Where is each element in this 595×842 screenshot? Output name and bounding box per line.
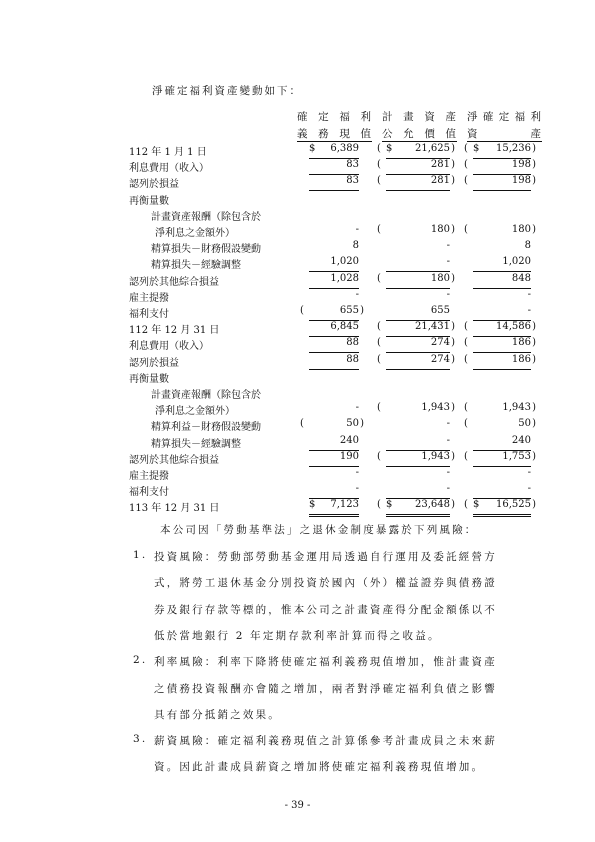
value-cell	[473, 256, 531, 272]
close-paren: )	[532, 499, 536, 511]
risk-text-line: 利率風險：利率下降將使確定福利義務現值增加，惟計畫資產	[154, 656, 497, 669]
cell-value: 281	[430, 175, 450, 187]
value-cell	[464, 402, 536, 417]
value-cell	[309, 435, 359, 451]
table-row	[0, 499, 595, 515]
value-cell	[386, 483, 450, 499]
value-cell	[377, 143, 455, 159]
column-header: 資 產	[467, 128, 542, 140]
value-cell	[464, 321, 536, 337]
cell-value: -	[527, 305, 531, 316]
close-paren: )	[360, 305, 364, 316]
cell-value: 240	[511, 434, 531, 446]
value-cell	[377, 353, 455, 370]
cell-value: 1,943	[421, 450, 450, 462]
row-label: 淨利息之金額外）	[155, 228, 235, 239]
cell-value: 180	[430, 224, 450, 235]
table-row	[0, 370, 595, 386]
cell-value: -	[446, 240, 450, 252]
open-paren: (	[377, 337, 381, 349]
open-paren: (	[377, 159, 381, 171]
open-paren: (	[377, 321, 381, 333]
value-cell	[309, 451, 359, 467]
cell-value: -	[355, 467, 359, 478]
cell-value: 198	[511, 159, 531, 171]
row-label: 雇主提撥	[129, 471, 169, 482]
value-cell	[386, 435, 450, 451]
table-row	[0, 337, 595, 353]
cell-value: 1,020	[330, 256, 359, 268]
value-cell	[386, 467, 450, 482]
close-paren: )	[451, 321, 455, 333]
cell-value: 8	[352, 240, 359, 252]
value-cell	[386, 289, 450, 304]
value-cell	[309, 273, 359, 289]
cell-value: 1,943	[421, 402, 450, 414]
close-paren: )	[451, 353, 455, 365]
row-label: 精算損失－財務假設變動	[151, 244, 261, 256]
cell-value: -	[446, 288, 450, 300]
cell-value: -	[446, 418, 450, 430]
value-cell	[309, 354, 359, 370]
risk-text-line: 式，將勞工退休基金分別投資於國內（外）權益證券與債務證	[154, 577, 497, 590]
cell-value: 655	[430, 305, 450, 316]
risk-text-line: 資。因此計畫成員薪資之增加將使確定福利義務現值增加。	[154, 761, 485, 774]
currency-symbol: $	[309, 143, 316, 154]
row-label: 福利支付	[129, 487, 169, 499]
open-paren: (	[464, 450, 468, 462]
value-cell	[473, 273, 531, 289]
value-cell	[309, 483, 359, 499]
cell-value: 1,753	[502, 450, 531, 462]
open-paren: (	[377, 272, 381, 284]
cell-value: 274	[430, 337, 450, 349]
cell-value: -	[527, 288, 531, 300]
cell-value: 655	[339, 305, 359, 316]
table-row	[0, 354, 595, 370]
row-label: 認列於其他綜合損益	[129, 454, 219, 466]
page-number: - 39 -	[284, 800, 311, 811]
value-cell	[309, 499, 359, 517]
column-header: 確 定 福 利	[297, 111, 372, 123]
open-paren: (	[377, 450, 381, 462]
open-paren: (	[464, 499, 468, 511]
row-label: 112 年 1 月 1 日	[129, 147, 207, 158]
value-cell	[309, 256, 359, 272]
cell-value: 6,845	[330, 321, 359, 333]
value-cell	[309, 224, 359, 239]
cell-value: 281	[430, 159, 450, 171]
cell-value: -	[446, 483, 450, 495]
value-cell	[309, 321, 359, 337]
open-paren: (	[464, 353, 468, 365]
value-cell	[464, 337, 536, 353]
row-label: 113 年 12 月 31 日	[129, 503, 220, 515]
cell-value: 274	[430, 353, 450, 365]
row-label: 再衡量數	[129, 373, 169, 385]
value-cell	[309, 337, 359, 353]
risk-intro: 本公司因「勞動基準法」之退休金制度暴露於下列風險：	[160, 524, 478, 536]
row-label: 利息費用（收入）	[129, 341, 209, 353]
table-row	[0, 143, 595, 159]
table-row	[0, 192, 595, 208]
value-cell	[377, 159, 455, 175]
table-row	[0, 289, 595, 305]
cell-value: 21,431	[415, 321, 450, 333]
open-paren: (	[300, 305, 304, 316]
risk-text-line: 低於當地銀行 2 年定期存款利率計算而得之收益。	[154, 629, 441, 642]
row-label: 利息費用（收入）	[129, 163, 209, 175]
row-label: 淨利息之金額外）	[155, 406, 235, 418]
value-cell	[309, 467, 359, 482]
close-paren: )	[532, 321, 536, 333]
value-cell	[377, 402, 455, 417]
cell-value: 180	[511, 224, 531, 235]
cell-value: 190	[339, 450, 359, 462]
table-row	[0, 256, 595, 272]
value-cell	[473, 435, 531, 451]
row-label: 認列於損益	[129, 357, 179, 369]
value-cell	[464, 159, 536, 175]
value-cell	[386, 256, 450, 272]
cell-value: -	[355, 288, 359, 300]
open-paren: (	[377, 224, 381, 235]
cell-value: 8	[524, 240, 531, 252]
value-cell	[464, 499, 536, 517]
cell-value: -	[355, 483, 359, 495]
row-label: 認列於其他綜合損益	[129, 276, 219, 288]
cell-value: 1,943	[502, 402, 531, 414]
cell-value: -	[527, 467, 531, 478]
value-cell	[464, 224, 536, 239]
risk-text-line: 具有部分抵銷之效果。	[154, 708, 281, 721]
table-row	[0, 435, 595, 451]
value-cell	[473, 305, 531, 321]
row-label: 再衡量數	[129, 195, 169, 207]
value-cell	[309, 289, 359, 304]
close-paren: )	[451, 143, 455, 154]
table-row	[0, 224, 595, 240]
row-label: 精算損失－經驗調整	[151, 438, 241, 450]
value-cell	[377, 337, 455, 353]
cell-value: 7,123	[330, 499, 359, 511]
intro-text: 淨確定福利資產變動如下：	[152, 85, 302, 97]
cell-value: 1,028	[330, 272, 359, 284]
column-header: 淨確定福利	[467, 111, 542, 123]
close-paren: )	[532, 402, 536, 414]
close-paren: )	[451, 450, 455, 462]
close-paren: )	[451, 224, 455, 235]
cell-value: -	[446, 467, 450, 478]
table-row	[0, 386, 595, 402]
close-paren: )	[532, 159, 536, 171]
value-cell	[464, 353, 536, 370]
value-cell	[386, 305, 450, 321]
row-label: 雇主提撥	[129, 292, 169, 304]
close-paren: )	[451, 337, 455, 349]
value-cell	[386, 418, 450, 433]
open-paren: (	[464, 418, 468, 430]
row-label: 112 年 12 月 31 日	[129, 325, 220, 337]
row-label: 精算損失－經驗調整	[151, 260, 241, 272]
cell-value: 50	[346, 418, 359, 430]
table-row	[0, 418, 595, 434]
value-cell	[309, 240, 359, 255]
risk-text-line: 薪資風險：確定福利義務現值之計算係參考計畫成員之未來薪	[154, 735, 497, 748]
cell-value: -	[446, 434, 450, 446]
currency-symbol: $	[386, 499, 393, 511]
cell-value: 186	[511, 337, 531, 349]
close-paren: )	[532, 175, 536, 187]
value-cell	[309, 143, 359, 159]
value-cell	[386, 240, 450, 255]
cell-value: 180	[430, 272, 450, 284]
table-row	[0, 483, 595, 499]
value-cell	[300, 305, 364, 321]
cell-value: 83	[346, 175, 359, 187]
cell-value: 1,020	[502, 256, 531, 268]
value-cell	[464, 143, 536, 159]
row-label: 計畫資產報酬（除包含於	[151, 390, 261, 401]
currency-symbol: $	[473, 499, 480, 511]
close-paren: )	[360, 418, 364, 430]
close-paren: )	[532, 418, 536, 430]
value-cell	[377, 175, 455, 191]
value-cell	[309, 159, 359, 175]
open-paren: (	[377, 402, 381, 414]
open-paren: (	[300, 418, 304, 430]
value-cell	[377, 321, 455, 337]
cell-value: 88	[346, 353, 359, 365]
table-row	[0, 273, 595, 289]
cell-value: -	[355, 402, 359, 414]
cell-value: 186	[511, 353, 531, 365]
cell-value: 88	[346, 337, 359, 349]
table-row	[0, 208, 595, 224]
value-cell	[473, 289, 531, 304]
risk-text-line: 投資風險：勞動部勞動基金運用局透過自行運用及委託經營方	[154, 551, 497, 563]
value-cell	[309, 175, 359, 191]
open-paren: (	[464, 402, 468, 414]
table-row	[0, 240, 595, 256]
row-label: 認列於損益	[129, 179, 179, 191]
risk-number: 2.	[133, 654, 148, 667]
value-cell	[377, 224, 455, 239]
open-paren: (	[377, 143, 381, 154]
table-row	[0, 305, 595, 321]
column-header: 公 允 價 值	[382, 128, 457, 140]
table-row	[0, 467, 595, 483]
close-paren: )	[451, 159, 455, 171]
value-cell	[464, 175, 536, 191]
close-paren: )	[532, 143, 536, 154]
column-header: 義 務 現 值	[297, 128, 372, 140]
open-paren: (	[464, 321, 468, 333]
cell-value: 16,525	[496, 499, 531, 511]
open-paren: (	[464, 143, 468, 154]
table-row	[0, 451, 595, 467]
open-paren: (	[377, 499, 381, 511]
open-paren: (	[377, 175, 381, 187]
value-cell	[377, 450, 455, 467]
value-cell	[377, 272, 455, 289]
table-row	[0, 159, 595, 175]
close-paren: )	[532, 450, 536, 462]
close-paren: )	[532, 224, 536, 235]
value-cell	[300, 418, 364, 433]
risk-number: 3.	[133, 733, 148, 746]
close-paren: )	[451, 499, 455, 511]
open-paren: (	[377, 353, 381, 365]
close-paren: )	[451, 175, 455, 187]
open-paren: (	[464, 337, 468, 349]
cell-value: 50	[518, 418, 531, 430]
close-paren: )	[451, 272, 455, 284]
cell-value: 198	[511, 175, 531, 187]
column-header: 計 畫 資 產	[382, 111, 457, 123]
close-paren: )	[451, 402, 455, 414]
open-paren: (	[464, 159, 468, 171]
cell-value: 21,625	[415, 143, 450, 154]
currency-symbol: $	[386, 143, 393, 154]
close-paren: )	[532, 353, 536, 365]
risk-text-line: 券及銀行存款等標的，惟本公司之計畫資產得分配金額係以不	[154, 603, 497, 616]
cell-value: -	[527, 483, 531, 495]
risk-text-line: 之債務投資報酬亦會隨之增加，兩者對淨確定福利負債之影響	[154, 682, 497, 695]
cell-value: 23,648	[415, 499, 450, 511]
currency-symbol: $	[473, 143, 480, 154]
open-paren: (	[464, 175, 468, 187]
value-cell	[464, 418, 536, 433]
row-label: 精算利益－財務假設變動	[151, 422, 261, 434]
value-cell	[309, 402, 359, 417]
value-cell	[473, 483, 531, 499]
table-row	[0, 321, 595, 337]
currency-symbol: $	[309, 499, 316, 511]
close-paren: )	[532, 337, 536, 349]
cell-value: 83	[346, 159, 359, 171]
value-cell	[464, 450, 536, 467]
table-row	[0, 402, 595, 418]
cell-value: -	[446, 256, 450, 268]
cell-value: -	[355, 224, 359, 235]
row-label: 福利支付	[129, 309, 169, 320]
risk-number: 1.	[133, 549, 148, 561]
cell-value: 15,236	[496, 143, 531, 154]
cell-value: 240	[339, 434, 359, 446]
open-paren: (	[464, 224, 468, 235]
cell-value: 14,586	[496, 321, 531, 333]
table-row	[0, 175, 595, 191]
cell-value: 6,389	[330, 143, 359, 154]
value-cell	[473, 467, 531, 482]
value-cell	[377, 499, 455, 517]
cell-value: 848	[511, 272, 531, 284]
row-label: 計畫資產報酬（除包含於	[151, 211, 261, 223]
value-cell	[473, 240, 531, 255]
